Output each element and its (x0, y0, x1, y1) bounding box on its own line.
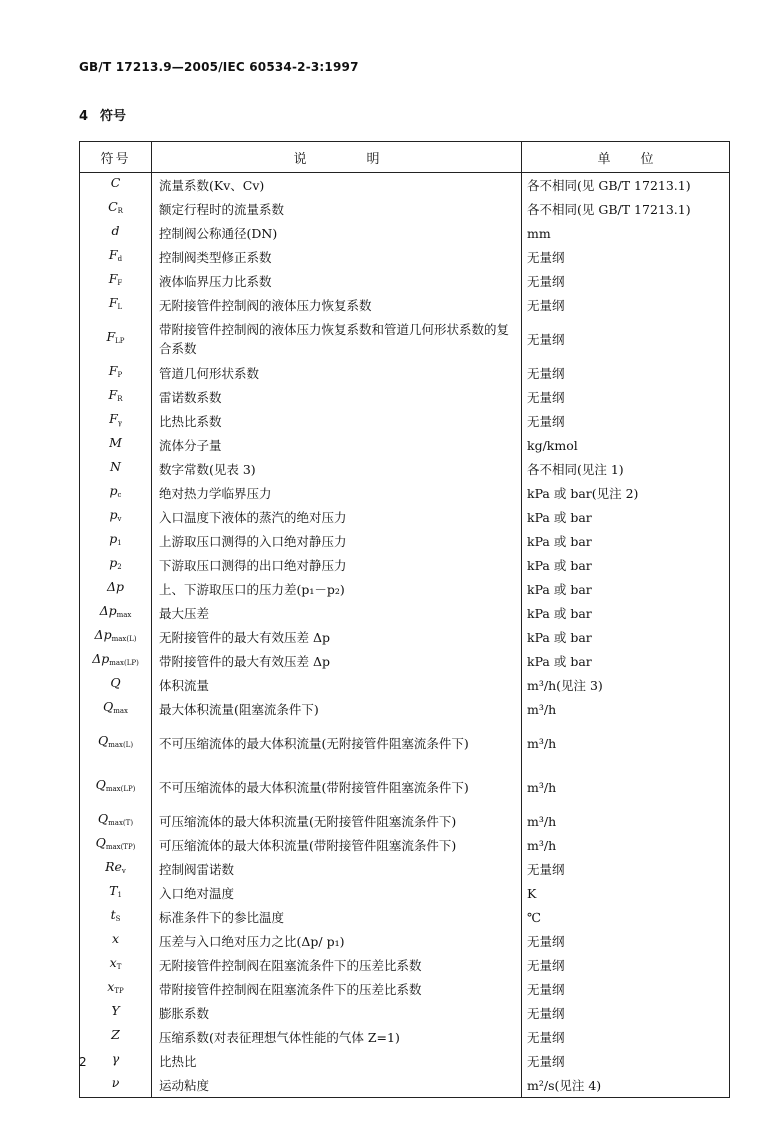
description-column-header (152, 142, 522, 173)
unit-cell: m³/h (522, 833, 730, 857)
description-cell: 液体临界压力比系数 (152, 269, 522, 293)
table-row (80, 221, 730, 245)
table-row (80, 457, 730, 481)
description-cell: 无附接管件控制阀在阻塞流条件下的压差比系数 (152, 953, 522, 977)
table-row (80, 1025, 730, 1049)
description-header-char-2: 明 (366, 151, 380, 167)
description-cell: 压差与入口绝对压力之比(Δp/ p₁) (152, 929, 522, 953)
description-cell: 绝对热力学临界压力 (152, 481, 522, 505)
symbol-main: Δp (92, 651, 110, 666)
unit-cell: 无量纲 (522, 409, 730, 433)
table-row (80, 929, 730, 953)
description-cell: 无附接管件的最大有效压差 Δp (152, 625, 522, 649)
unit-cell: kPa 或 bar (522, 529, 730, 553)
unit-cell: kPa 或 bar (522, 505, 730, 529)
symbol-cell (80, 221, 152, 245)
table-row (80, 173, 730, 198)
unit-cell: m³/h (522, 809, 730, 833)
symbol-cell (80, 1049, 152, 1073)
description-cell: 无附接管件控制阀的液体压力恢复系数 (152, 293, 522, 317)
table-row (80, 1001, 730, 1025)
symbol-main: Q (95, 835, 106, 850)
symbol-subscript: d (117, 255, 123, 263)
table-row (80, 577, 730, 601)
symbol-subscript: γ (117, 419, 122, 427)
description-cell: 带附接管件的最大有效压差 Δp (152, 649, 522, 673)
standard-header: GB/T 17213.9—2005/IEC 60534-2-3:1997 (79, 60, 359, 74)
table-row (80, 553, 730, 577)
symbol-cell (80, 929, 152, 953)
symbol-main: x (111, 931, 120, 946)
symbol-cell (80, 317, 152, 361)
symbol-subscript: LP (115, 337, 125, 345)
unit-cell: m³/h (522, 765, 730, 809)
symbol-subscript: TP (114, 987, 124, 995)
symbol-main: Δp (99, 603, 117, 618)
symbol-cell (80, 881, 152, 905)
table-row (80, 293, 730, 317)
symbol-cell (80, 505, 152, 529)
unit-cell: ℃ (522, 905, 730, 929)
unit-cell: m³/h(见注 3) (522, 673, 730, 697)
symbol-cell (80, 433, 152, 457)
symbol-main: C (108, 199, 118, 214)
symbols-table (79, 141, 730, 1098)
symbol-cell (80, 649, 152, 673)
symbol-cell (80, 409, 152, 433)
symbol-subscript: 1 (117, 891, 122, 899)
description-cell: 带附接管件控制阀在阻塞流条件下的压差比系数 (152, 977, 522, 1001)
symbol-main: Δp (94, 627, 112, 642)
symbol-cell (80, 977, 152, 1001)
description-cell: 运动粘度 (152, 1073, 522, 1098)
table-row (80, 317, 730, 361)
table-row (80, 197, 730, 221)
table-row (80, 673, 730, 697)
unit-cell: kPa 或 bar (522, 601, 730, 625)
description-cell: 控制阀公称通径(DN) (152, 221, 522, 245)
symbol-cell (80, 457, 152, 481)
symbol-main: Re (105, 859, 122, 874)
symbol-cell (80, 269, 152, 293)
unit-cell: 各不相同(见注 1) (522, 457, 730, 481)
symbol-main: t (110, 907, 116, 922)
symbol-cell (80, 697, 152, 721)
symbol-cell (80, 197, 152, 221)
symbol-cell (80, 809, 152, 833)
page-number: 2 (79, 1055, 87, 1069)
description-cell: 可压缩流体的最大体积流量(带附接管件阻塞流条件下) (152, 833, 522, 857)
symbol-subscript: c (117, 491, 122, 499)
unit-header-char-1: 单 (597, 151, 611, 167)
unit-cell: 无量纲 (522, 385, 730, 409)
table-row (80, 409, 730, 433)
symbol-cell (80, 833, 152, 857)
symbol-main: Q (110, 675, 121, 690)
table-row (80, 385, 730, 409)
description-cell: 最大压差 (152, 601, 522, 625)
symbol-subscript: T (116, 963, 122, 971)
unit-cell: 无量纲 (522, 953, 730, 977)
unit-cell: 无量纲 (522, 1001, 730, 1025)
symbol-subscript: R (117, 207, 123, 215)
symbol-cell (80, 857, 152, 881)
symbol-main: N (110, 459, 121, 474)
section-title: 符号 (100, 109, 127, 124)
description-cell: 流体分子量 (152, 433, 522, 457)
description-cell: 入口绝对温度 (152, 881, 522, 905)
description-cell: 控制阀类型修正系数 (152, 245, 522, 269)
description-cell: 不可压缩流体的最大体积流量(无附接管件阻塞流条件下) (152, 721, 522, 765)
table-row (80, 905, 730, 929)
symbol-main: Δp (106, 579, 125, 594)
unit-cell: 无量纲 (522, 293, 730, 317)
table-row (80, 649, 730, 673)
symbol-subscript: v (121, 867, 126, 875)
description-cell: 膨胀系数 (152, 1001, 522, 1025)
symbol-subscript: F (117, 279, 123, 287)
symbol-cell (80, 673, 152, 697)
description-cell: 入口温度下液体的蒸汽的绝对压力 (152, 505, 522, 529)
symbol-cell (80, 245, 152, 269)
description-cell: 额定行程时的流量系数 (152, 197, 522, 221)
symbol-main: x (109, 955, 117, 970)
unit-cell: kPa 或 bar(见注 2) (522, 481, 730, 505)
section-number: 4 (79, 109, 89, 124)
symbol-subscript: R (117, 395, 123, 403)
symbol-subscript: max(TP) (105, 843, 136, 851)
section-heading (79, 105, 126, 124)
symbol-main: p (109, 507, 118, 522)
table-header-row (80, 142, 730, 173)
unit-cell: kPa 或 bar (522, 577, 730, 601)
symbol-main: p (109, 483, 118, 498)
description-cell: 标准条件下的参比温度 (152, 905, 522, 929)
table-row (80, 625, 730, 649)
symbol-cell (80, 1025, 152, 1049)
symbol-subscript: max(L) (111, 635, 137, 643)
description-cell: 可压缩流体的最大体积流量(无附接管件阻塞流条件下) (152, 809, 522, 833)
symbol-subscript: max (116, 611, 132, 619)
symbol-main: F (108, 271, 118, 286)
symbol-main: M (109, 435, 122, 450)
description-cell: 控制阀雷诺数 (152, 857, 522, 881)
unit-cell: 无量纲 (522, 1025, 730, 1049)
symbol-cell (80, 553, 152, 577)
symbol-main: Z (111, 1027, 120, 1042)
unit-cell: kg/kmol (522, 433, 730, 457)
symbol-subscript: max(LP) (105, 785, 136, 793)
symbol-cell (80, 1001, 152, 1025)
description-cell: 体积流量 (152, 673, 522, 697)
symbol-main: Q (95, 777, 106, 792)
table-row (80, 809, 730, 833)
unit-cell: 无量纲 (522, 857, 730, 881)
symbol-cell (80, 601, 152, 625)
description-header-char-1: 说 (293, 151, 307, 167)
table-row (80, 953, 730, 977)
table-body (80, 173, 730, 1098)
table-row (80, 697, 730, 721)
symbol-main: Q (97, 811, 109, 826)
symbol-cell (80, 361, 152, 385)
table-row (80, 361, 730, 385)
description-cell: 数字常数(见表 3) (152, 457, 522, 481)
description-cell: 下游取压口测得的出口绝对静压力 (152, 553, 522, 577)
symbol-main: F (106, 329, 116, 344)
table-row (80, 245, 730, 269)
symbol-subscript: max(T) (108, 819, 134, 827)
table-row (80, 505, 730, 529)
table-row (80, 1073, 730, 1098)
table-row (80, 765, 730, 809)
symbol-main: d (111, 223, 120, 238)
symbol-cell (80, 481, 152, 505)
table-row (80, 1049, 730, 1073)
symbol-main: F (108, 247, 118, 262)
description-cell: 带附接管件控制阀的液体压力恢复系数和管道几何形状系数的复合系数 (152, 317, 522, 361)
symbol-subscript: L (117, 303, 123, 311)
table-row (80, 721, 730, 765)
description-cell: 比热比 (152, 1049, 522, 1073)
unit-cell: 无量纲 (522, 317, 730, 361)
symbol-subscript: max(L) (108, 741, 134, 749)
unit-cell: kPa 或 bar (522, 625, 730, 649)
unit-cell: 无量纲 (522, 269, 730, 293)
description-cell: 管道几何形状系数 (152, 361, 522, 385)
unit-cell: 各不相同(见 GB/T 17213.1) (522, 197, 730, 221)
unit-cell: mm (522, 221, 730, 245)
symbol-main: F (109, 411, 118, 426)
symbol-cell (80, 173, 152, 198)
unit-cell: m³/h (522, 721, 730, 765)
description-cell: 最大体积流量(阻塞流条件下) (152, 697, 522, 721)
symbol-subscript: S (115, 915, 121, 923)
table-row (80, 433, 730, 457)
symbol-main: ν (111, 1075, 120, 1090)
symbol-main: C (110, 175, 121, 190)
unit-cell: K (522, 881, 730, 905)
symbol-cell (80, 625, 152, 649)
unit-cell: 各不相同(见 GB/T 17213.1) (522, 173, 730, 198)
symbol-cell (80, 577, 152, 601)
table-row (80, 881, 730, 905)
symbol-main: Q (102, 699, 114, 714)
symbol-main: p (109, 531, 118, 546)
description-cell: 上游取压口测得的入口绝对静压力 (152, 529, 522, 553)
symbol-main: x (107, 979, 115, 994)
unit-cell: 无量纲 (522, 929, 730, 953)
description-cell: 比热比系数 (152, 409, 522, 433)
unit-cell: 无量纲 (522, 1049, 730, 1073)
table-row (80, 481, 730, 505)
unit-cell: 无量纲 (522, 361, 730, 385)
symbol-cell (80, 385, 152, 409)
table-row (80, 857, 730, 881)
unit-cell: m³/h (522, 697, 730, 721)
unit-cell: kPa 或 bar (522, 553, 730, 577)
description-cell: 雷诺数系数 (152, 385, 522, 409)
symbol-cell (80, 905, 152, 929)
unit-cell: 无量纲 (522, 977, 730, 1001)
table-row (80, 269, 730, 293)
unit-column-header (522, 142, 730, 173)
table-row (80, 977, 730, 1001)
symbol-main: F (108, 387, 118, 402)
symbol-main: γ (111, 1051, 120, 1066)
unit-cell: 无量纲 (522, 245, 730, 269)
table-row (80, 833, 730, 857)
symbol-subscript: max(LP) (109, 659, 139, 667)
description-cell: 流量系数(Kv、Cv) (152, 173, 522, 198)
unit-header-char-2: 位 (640, 151, 654, 167)
table-row (80, 601, 730, 625)
symbol-main: Q (97, 733, 109, 748)
symbol-subscript: 2 (117, 563, 122, 571)
symbol-main: F (108, 363, 118, 378)
symbol-subscript: 1 (117, 539, 122, 547)
symbol-cell (80, 1073, 152, 1098)
symbol-main: p (109, 555, 118, 570)
symbol-main: Y (111, 1003, 120, 1018)
unit-cell: kPa 或 bar (522, 649, 730, 673)
symbol-main: T (109, 883, 118, 898)
symbol-subscript: max (113, 707, 128, 715)
description-cell: 压缩系数(对表征理想气体性能的气体 Z=1) (152, 1025, 522, 1049)
symbol-main: F (108, 295, 118, 310)
symbol-cell (80, 529, 152, 553)
table-row (80, 529, 730, 553)
symbol-subscript: P (117, 371, 123, 379)
unit-cell: m²/s(见注 4) (522, 1073, 730, 1098)
description-cell: 不可压缩流体的最大体积流量(带附接管件阻塞流条件下) (152, 765, 522, 809)
symbol-column-header: 符号 (80, 142, 152, 173)
symbol-cell (80, 721, 152, 765)
symbol-cell (80, 293, 152, 317)
symbol-cell (80, 953, 152, 977)
symbol-subscript: v (117, 515, 122, 523)
symbol-cell (80, 765, 152, 809)
description-cell: 上、下游取压口的压力差(p₁－p₂) (152, 577, 522, 601)
